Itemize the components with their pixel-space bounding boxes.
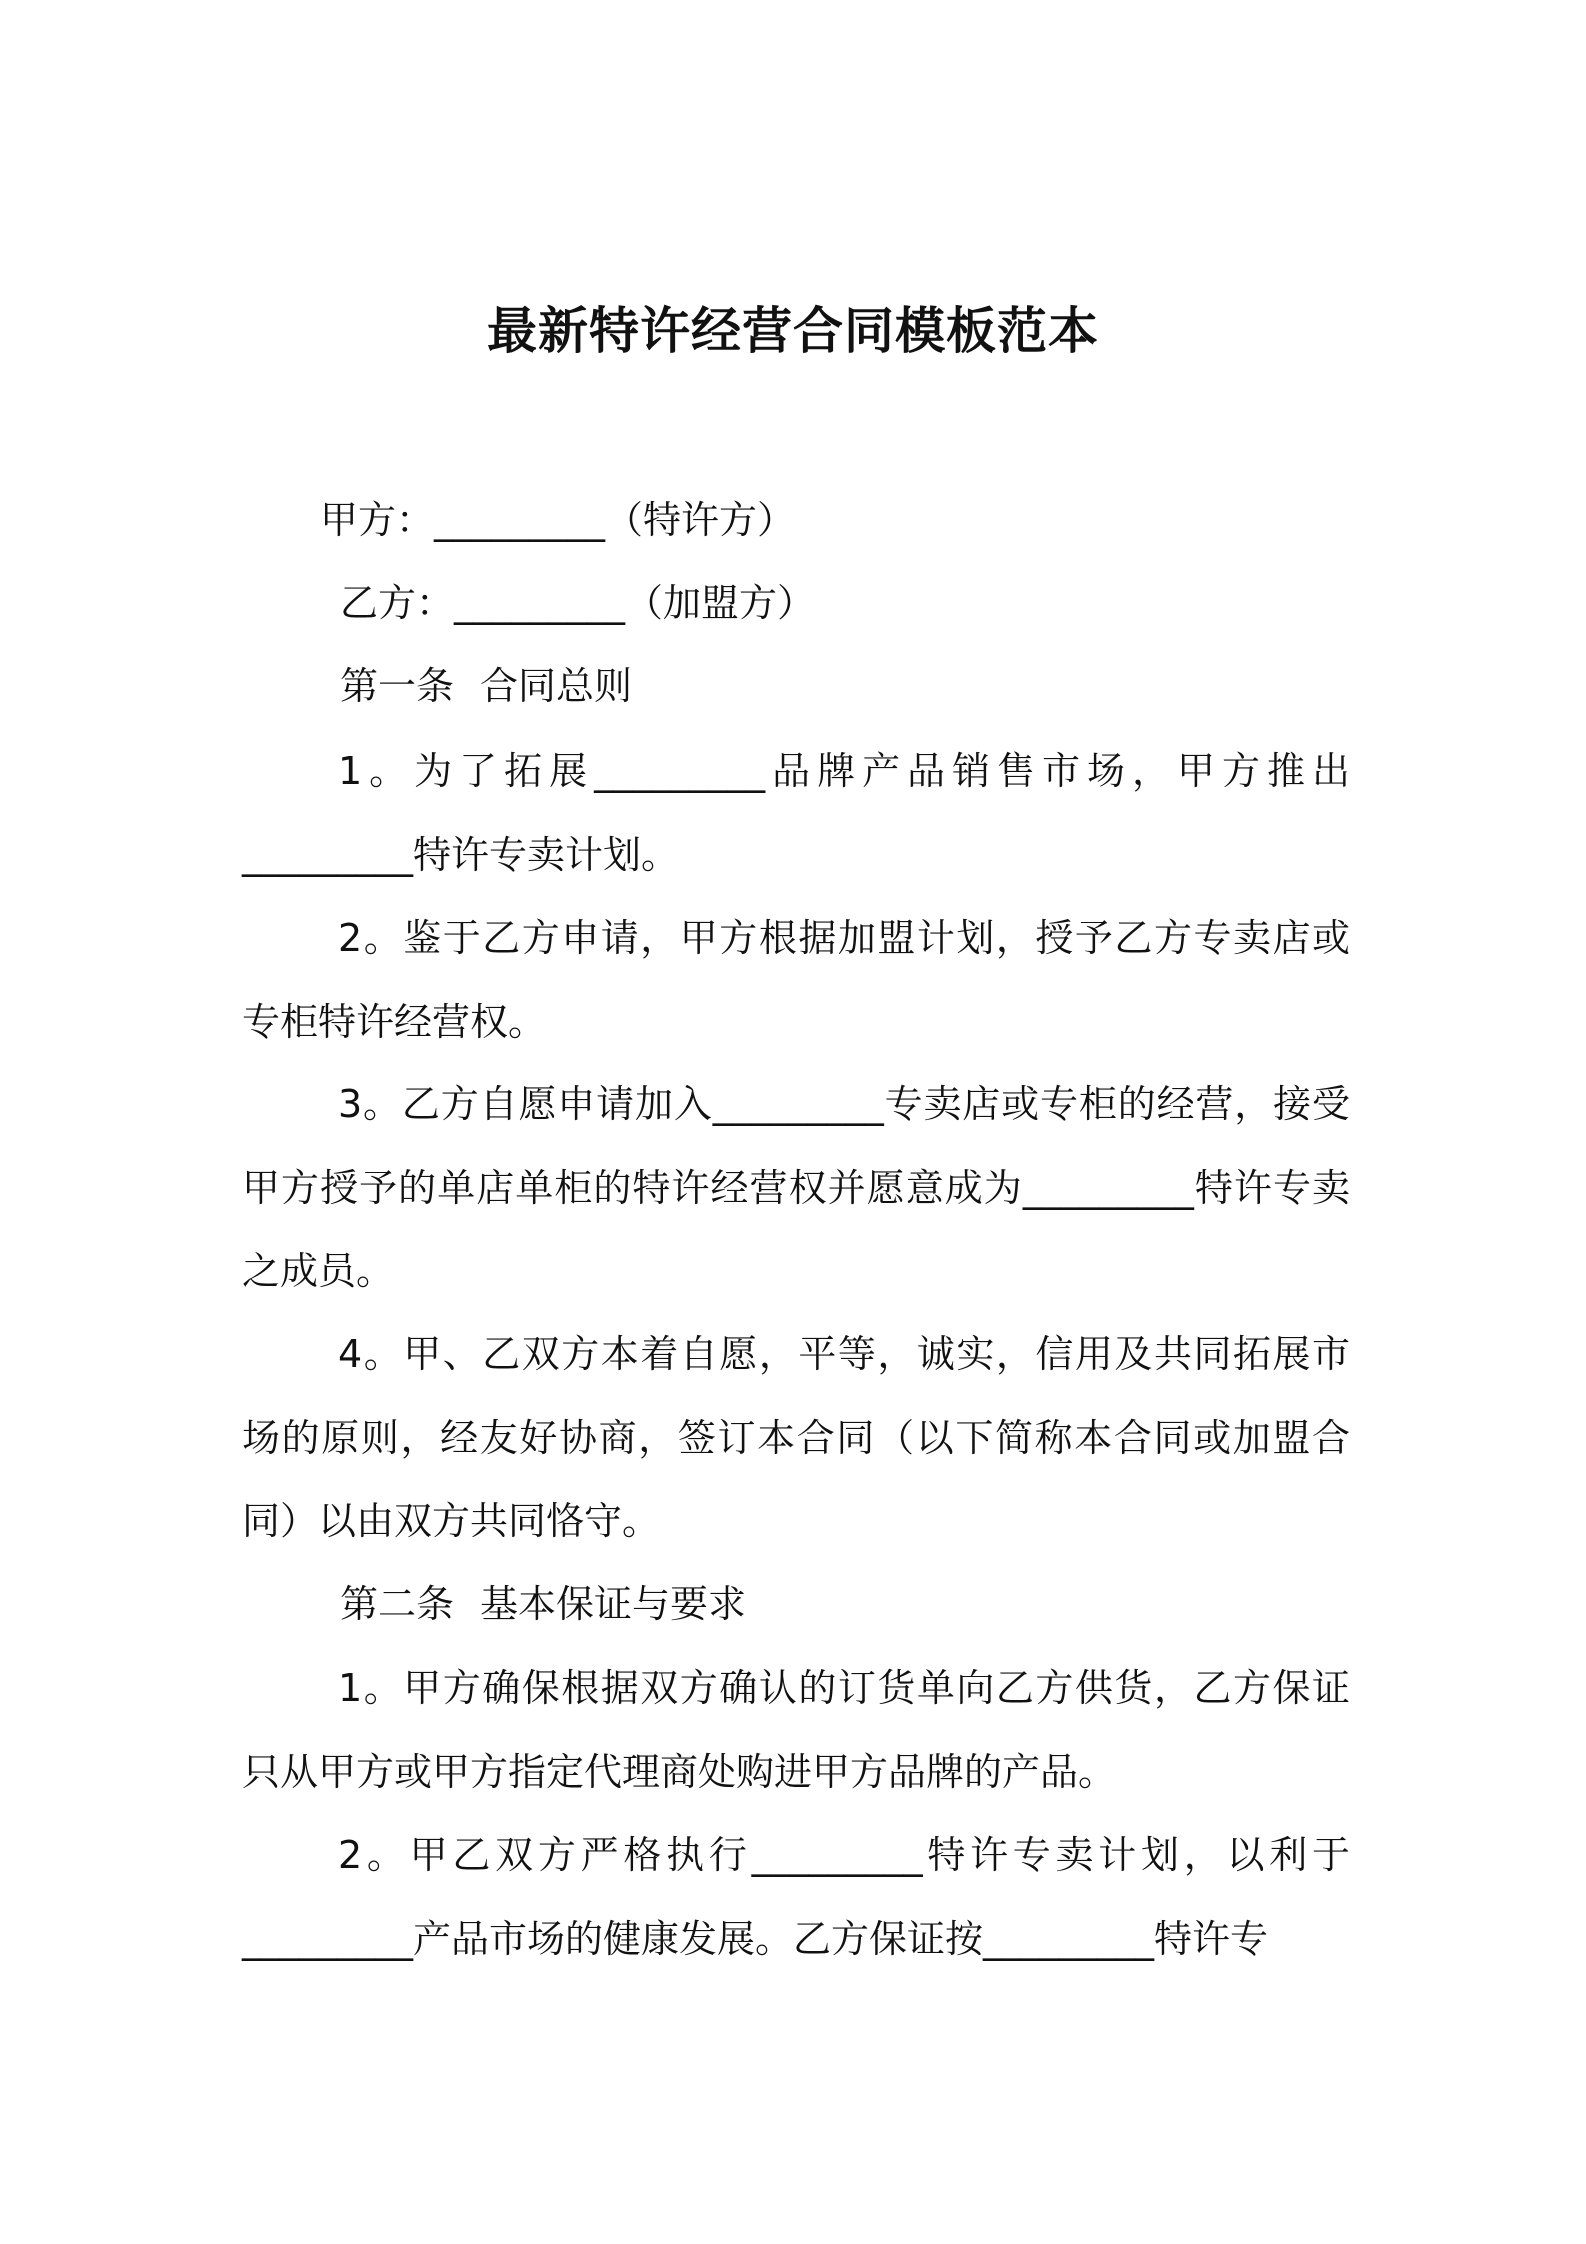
document-title: 最新特许经营合同模板范本 — [487, 302, 1099, 360]
clause-paragraph: 1。甲方确保根据双方确认的订货单向乙方供货，乙方保证只从甲方或甲方指定代理商处购进甲方品牌的产品。 — [242, 1666, 1350, 1794]
section-number: 第二条 — [340, 1582, 455, 1626]
section-heading — [340, 658, 632, 714]
clause-paragraph: 3。乙方自愿申请加入_________专卖店或专柜的经营，接受甲方授予的单店单柜的特许经营权并愿意成为_________特许专卖之成员。 — [242, 1082, 1350, 1293]
section-heading — [340, 1576, 746, 1632]
clause-paragraph: 1。为了拓展_________品牌产品销售市场，甲方推出_________特许专卖计划。 — [242, 749, 1350, 877]
clause-paragraph: 2。甲乙双方严格执行_________特许专卖计划，以利于_________产品市场的健康发展。乙方保证按_________特许专 — [242, 1833, 1350, 1961]
clause-paragraph: 2。鉴于乙方申请，甲方根据加盟计划，授予乙方专卖店或专柜特许经营权。 — [242, 916, 1350, 1044]
party-a-line: 甲方：_________（特许方） — [320, 498, 796, 542]
party-b-line: 乙方：_________（加盟方） — [340, 581, 816, 625]
section-number: 第一条 — [340, 664, 455, 708]
section-title: 基本保证与要求 — [480, 1582, 747, 1626]
clause-paragraph: 4。甲、乙双方本着自愿，平等，诚实，信用及共同拓展市场的原则，经友好协商，签订本合同（以下简称本合同或加盟合同）以由双方共同恪守。 — [242, 1332, 1350, 1543]
section-title: 合同总则 — [480, 664, 633, 708]
